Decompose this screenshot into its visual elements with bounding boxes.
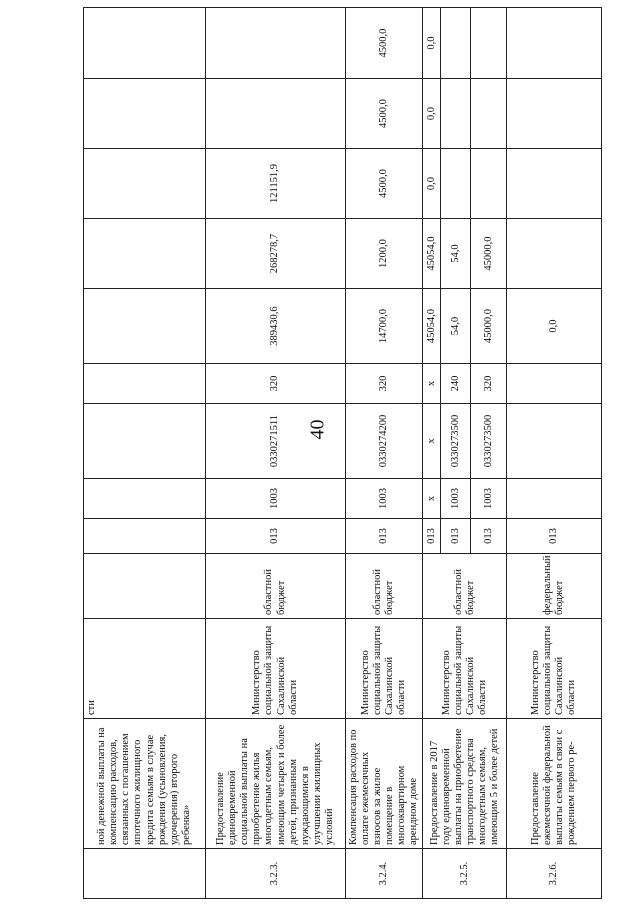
total-cell (84, 289, 206, 364)
year-2017-cell: 45000,0 (471, 219, 507, 289)
row-code: 3.2.5. (423, 849, 507, 899)
table-body (84, 8, 602, 899)
grbs-cell: 013 (471, 519, 507, 554)
year-2020-cell (471, 8, 507, 79)
row-name: Предоставление в 2017 году единовременной выплаты на приобретение транспортного средства многодетным семьям, имеющим 5 и более детей (423, 719, 507, 849)
total-cell: 389430,6 (206, 289, 346, 364)
year-2017-cell: 268278,7 (206, 219, 346, 289)
year-2020-cell (206, 8, 346, 79)
budget-table (83, 7, 602, 899)
row-code: 3.2.3. (206, 849, 346, 899)
year-2019-cell: 4500,0 (346, 79, 423, 149)
total-cell: 45000,0 (471, 289, 507, 364)
year-2018-cell (441, 149, 471, 219)
year-2020-cell (441, 8, 471, 79)
grbs-cell: 013 (441, 519, 471, 554)
vr-cell (84, 364, 206, 404)
vr-cell (507, 364, 602, 404)
row-executor: сти (84, 619, 206, 719)
row-source: областной бюджет (346, 554, 423, 619)
year-2017-cell (507, 219, 602, 289)
year-2018-cell (471, 149, 507, 219)
rzpr-cell: 1003 (346, 479, 423, 519)
year-2020-cell (507, 8, 602, 79)
grbs-cell: 013 (346, 519, 423, 554)
vr-cell: 320 (346, 364, 423, 404)
table-row (206, 8, 346, 899)
year-2020-cell (84, 8, 206, 79)
csr-cell: 0330271511 (206, 404, 346, 479)
row-executor: Министерство социальной защиты Сахалинской области (206, 619, 346, 719)
table-row (423, 8, 441, 899)
row-executor: Министерство социальной защиты Сахалинской области (423, 619, 507, 719)
csr-cell: 0330273500 (471, 404, 507, 479)
row-code (84, 849, 206, 899)
year-2017-cell: 1200,0 (346, 219, 423, 289)
csr-cell (507, 404, 602, 479)
rzpr-cell: х (423, 479, 441, 519)
csr-cell (84, 404, 206, 479)
grbs-cell: 013 (206, 519, 346, 554)
vr-cell: 320 (471, 364, 507, 404)
row-name: ной денежной выплаты на компенсацию расходов, связанных с погашением ипотечного жилищного кредита семьям в случае рождения (усыновления, удочерения) второго ребенка» (84, 719, 206, 849)
csr-cell: х (423, 404, 441, 479)
year-2017-cell: 54,0 (441, 219, 471, 289)
row-source: федеральный бюджет (507, 554, 602, 619)
grbs-cell (84, 519, 206, 554)
year-2020-cell: 4500,0 (346, 8, 423, 79)
table-row (346, 8, 423, 899)
year-2019-cell (507, 79, 602, 149)
row-executor: Министерство социальной защиты Сахалинской области (507, 619, 602, 719)
table-row (84, 8, 206, 899)
csr-cell: 0330273500 (441, 404, 471, 479)
row-code: 3.2.4. (346, 849, 423, 899)
row-name: Предоставление единовременной социальной выплаты на приобретение жилья многодетным семьям, имеющим четырех и более детей, признанным нуждающимися в улучшении жилищных условий (206, 719, 346, 849)
year-2019-cell: 0,0 (423, 79, 441, 149)
vr-cell: 320 (206, 364, 346, 404)
row-source: областной бюджет (206, 554, 346, 619)
year-2020-cell: 0,0 (423, 8, 441, 79)
year-2019-cell (441, 79, 471, 149)
row-source: областной бюджет (423, 554, 507, 619)
rzpr-cell: 1003 (206, 479, 346, 519)
rzpr-cell (84, 479, 206, 519)
rzpr-cell: 1003 (471, 479, 507, 519)
vr-cell: х (423, 364, 441, 404)
total-cell: 45054,0 (423, 289, 441, 364)
year-2017-cell: 45054,0 (423, 219, 441, 289)
row-name: Компенсация расходов по оплате ежемесячных взносов за жилое помещение в многоквартирном арендном доме (346, 719, 423, 849)
year-2018-cell (84, 149, 206, 219)
rzpr-cell: 1003 (441, 479, 471, 519)
year-2018-cell: 121151,9 (206, 149, 346, 219)
rzpr-cell (507, 479, 602, 519)
grbs-cell: 013 (507, 519, 602, 554)
row-code: 3.2.6. (507, 849, 602, 899)
page-number: 40 (306, 419, 329, 440)
row-name: Предоставление ежемесячной федеральной выплаты семьям в связи с рождением первого ре- (507, 719, 602, 849)
total-cell: 0,0 (507, 289, 602, 364)
year-2018-cell: 0,0 (423, 149, 441, 219)
year-2017-cell (84, 219, 206, 289)
grbs-cell: 013 (423, 519, 441, 554)
year-2019-cell (84, 79, 206, 149)
vr-cell: 240 (441, 364, 471, 404)
year-2019-cell (206, 79, 346, 149)
row-source (84, 554, 206, 619)
table-row (507, 8, 602, 899)
total-cell: 14700,0 (346, 289, 423, 364)
year-2018-cell: 4500,0 (346, 149, 423, 219)
year-2019-cell (471, 79, 507, 149)
row-executor: Министерство социальной защиты Сахалинской области (346, 619, 423, 719)
total-cell: 54,0 (441, 289, 471, 364)
year-2018-cell (507, 149, 602, 219)
csr-cell: 0330274200 (346, 404, 423, 479)
